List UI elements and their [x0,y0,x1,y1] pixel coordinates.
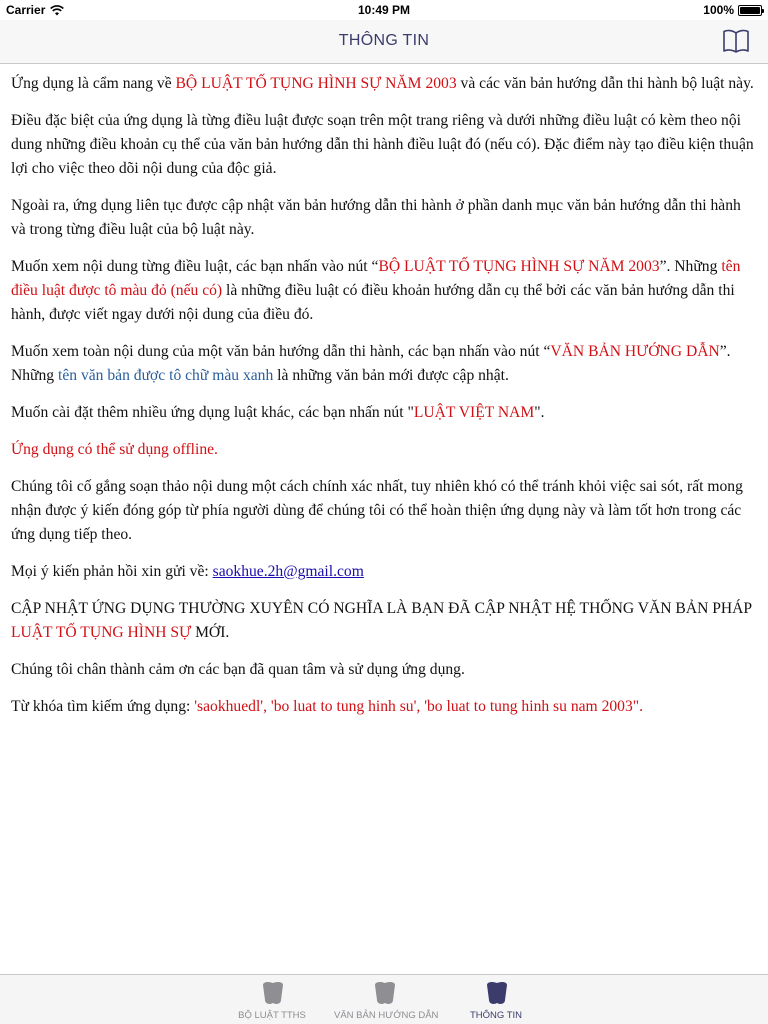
paragraph-keywords [11,695,756,719]
law-name-highlight: BỘ LUẬT TỐ TỤNG HÌNH SỰ NĂM 2003 [175,75,457,92]
paragraph-updates: Ngoài ra, ứng dụng liên tục được cập nhật văn bản hướng dẫn thi hành ở phần danh mục văn bản hướng dẫn thi hành và trong từng điều luật của bộ luật này. [11,197,741,238]
blue-documents-note: tên văn bản được tô chữ màu xanh [58,367,274,384]
paragraph-law-button-help [11,255,756,327]
paragraph-update-notice [11,597,756,645]
red-articles-note: tên điều luật được tô màu đỏ (nếu có) [11,258,741,299]
battery-icon [738,5,762,16]
carrier-label: Carrier [6,3,46,17]
text: Muốn cài đặt thêm nhiều ứng dụng luật khác, các bạn nhấn nút " [11,404,414,421]
text: là những điều luật có điều khoản hướng dẫn cụ thể bởi các văn bản hướng dẫn thi hành, được viết ngay dưới nội dung của điều đó. [11,282,735,323]
paragraph-thanks: Chúng tôi chân thành cảm ơn các bạn đã quan tâm và sử dụng ứng dụng. [11,661,465,678]
law-button-name: BỘ LUẬT TỐ TỤNG HÌNH SỰ NĂM 2003 [378,258,660,275]
paragraph-feature: Điều đặc biệt của ứng dụng là từng điều luật được soạn trên một trang riêng và dưới những điều luật có kèm theo nội dung những điều khoản cụ thể của văn bản hướng dẫn thi hành điều luật đó (nếu có). Đặc điểm này tạo điều kiện thuận lợi cho việc theo dõi nội dung của độc giả. [11,112,754,177]
text: ”. Những [659,258,722,275]
law-name-highlight: LUẬT TỐ TỤNG HÌNH SỰ [11,624,192,641]
vietnam-law-button-name: LUẬT VIỆT NAM [413,404,535,421]
search-keywords: 'saokhuedl', 'bo luat to tung hinh su', 'bo luat to tung hinh su nam 2003". [194,698,644,715]
status-right [703,3,762,17]
tab-law[interactable] [222,975,322,1024]
book-icon[interactable] [722,28,750,54]
text: Mọi ý kiến phản hồi xin gửi về: [11,563,213,580]
text: và các văn bản hướng dẫn thi hành bộ luật này. [456,75,754,92]
paragraph-offline: Ứng dụng có thể sử dụng offline. [11,441,218,458]
battery-fill [740,7,760,14]
text: Ứng dụng là cẩm nang về [11,75,176,92]
paragraph-contact [11,560,756,584]
battery-percent: 100% [703,3,734,17]
email-link[interactable]: saokhue.2h@gmail.com [212,563,364,580]
text: Muốn xem toàn nội dung của một văn bản hướng dẫn thi hành, các bạn nhấn vào nút “ [11,343,551,360]
paragraph-guidance-button-help [11,340,756,388]
page-title: THÔNG TIN [338,32,430,49]
guidance-button-name: VĂN BẢN HƯỚNG DẪN [550,343,720,360]
text: CẬP NHẬT ỨNG DỤNG THƯỜNG XUYÊN CÓ NGHĨA LÀ BẠN ĐÃ CẬP NHẬT HỆ THỐNG VĂN BẢN PHÁP [11,600,752,617]
documents-icon [372,980,398,1006]
text: Muốn xem nội dung từng điều luật, các bạn nhấn vào nút “ [11,258,379,275]
navigation-bar [0,20,768,64]
info-content [0,64,768,974]
tab-info[interactable] [446,975,546,1024]
paragraph-feedback-request: Chúng tôi cố gắng soạn thảo nội dung một cách chính xác nhất, tuy nhiên khó có thể tránh khỏi việc sai sót, rất mong nhận được ý kiến đóng góp từ phía người dùng để chúng tôi có thể hoàn thiện ứng dụng này và làm tốt hơn trong các ứng dụng tiếp theo. [11,478,743,543]
tab-bar [0,974,768,1024]
text: ”. Những [11,343,731,384]
tab-label: BỘ LUẬT TTHS [238,1010,306,1021]
tab-label: THÔNG TIN [469,1010,523,1021]
text: Từ khóa tìm kiếm ứng dụng: [11,698,195,715]
text: ". [534,404,545,421]
status-bar [0,0,768,20]
paragraph-intro [11,72,756,96]
paragraph-more-apps [11,401,756,425]
tab-label: VĂN BẢN HƯỚNG DẪN [334,1010,439,1021]
text: MỚI. [191,624,230,641]
battery-tip [762,9,764,13]
status-time: 10:49 PM [357,3,411,17]
info-icon [484,980,510,1006]
text: là những văn bản mới được cập nhật. [273,367,509,384]
law-book-icon [260,980,286,1006]
tab-guidance-documents[interactable] [334,975,439,1024]
